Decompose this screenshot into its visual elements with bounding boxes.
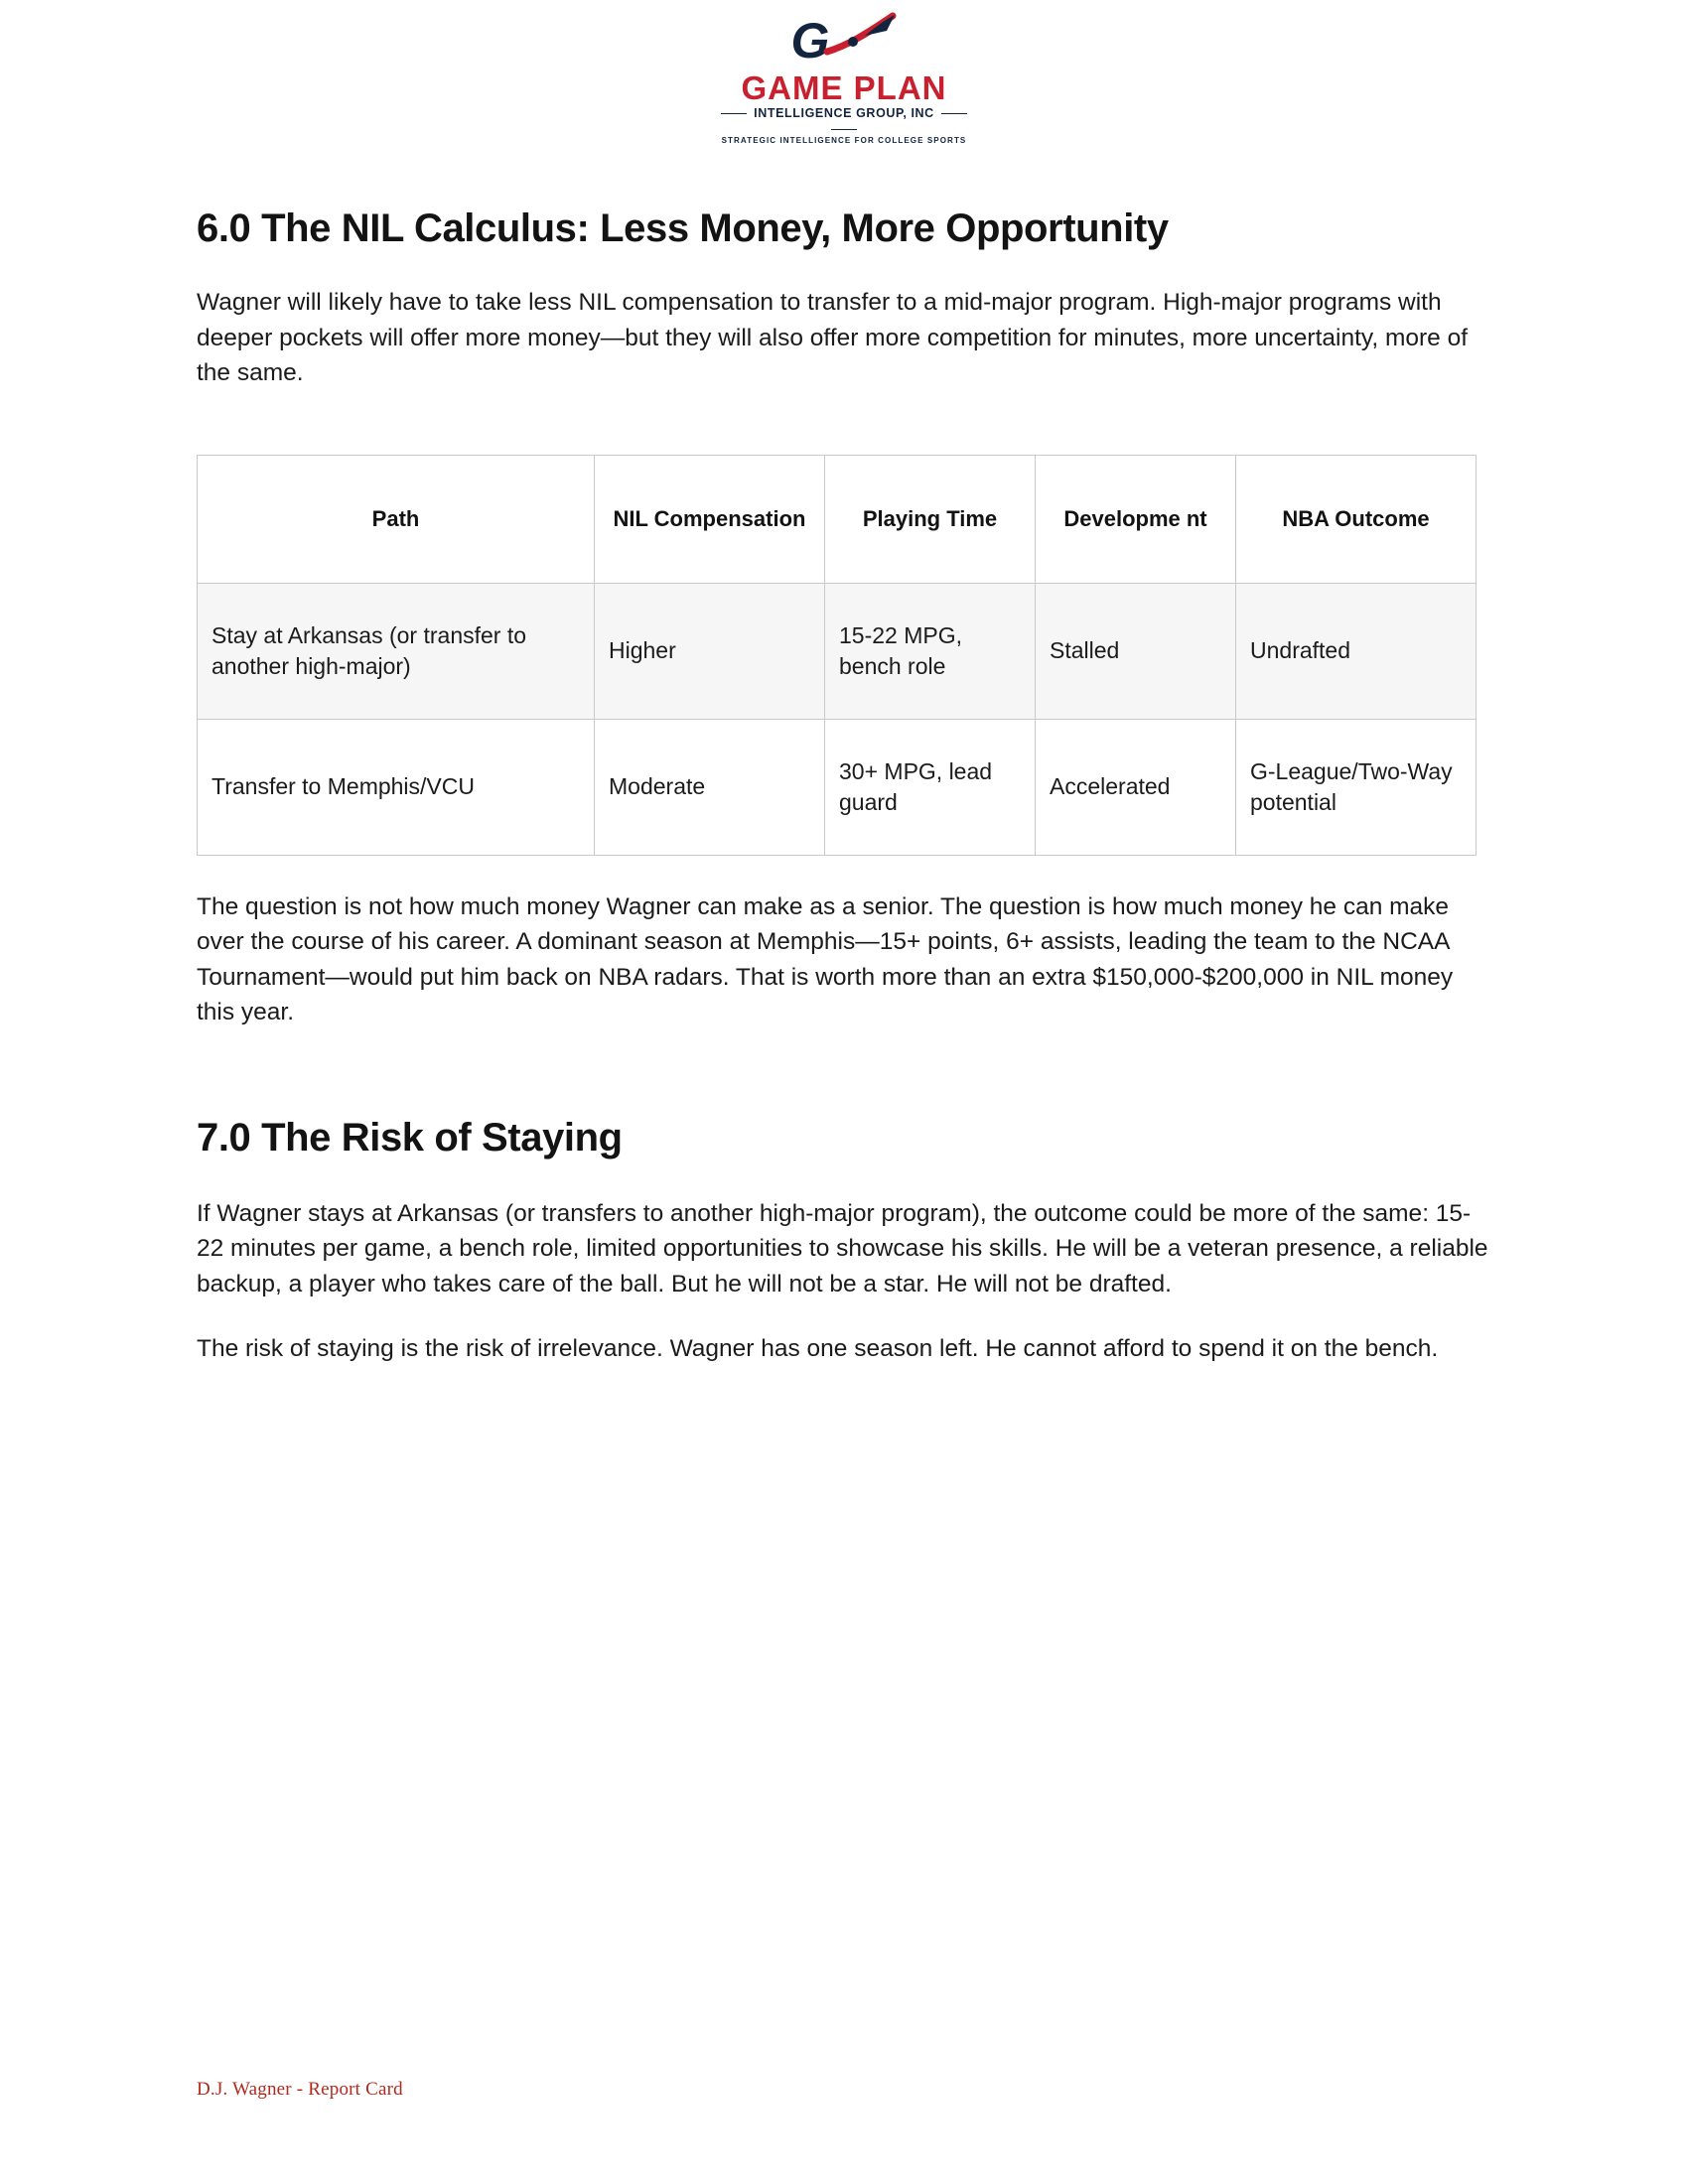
cell-nba-outcome: G-League/Two-Way potential bbox=[1236, 719, 1477, 855]
page-footer: D.J. Wagner - Report Card bbox=[197, 2079, 403, 2100]
brand-logo bbox=[680, 14, 1008, 145]
table-header bbox=[198, 455, 1477, 583]
rocket-swoosh-icon bbox=[823, 12, 897, 60]
section-6-closing-paragraph: The question is not how much money Wagner can make as a senior. The question is how much money he can make over the course of his career. A dominant season at Memphis—15+ points, 6+ assists, leading the team to the NCAA Tournament—would put him back on NBA radars. That is worth more than an extra $150,000-$200,000 in NIL money this year. bbox=[197, 892, 1454, 1026]
logo-mark bbox=[680, 14, 1008, 66]
logo-divider bbox=[831, 129, 857, 131]
column-header-nil-compensation: NIL Compensation bbox=[595, 455, 825, 583]
section-6-heading: 6.0 The NIL Calculus: Less Money, More Opportunity bbox=[197, 206, 1169, 250]
cell-nba-outcome: Undrafted bbox=[1236, 583, 1477, 719]
nil-comparison-table bbox=[197, 455, 1477, 856]
cell-path: Stay at Arkansas (or transfer to another high-major) bbox=[198, 583, 595, 719]
logo-subtitle bbox=[680, 107, 1008, 120]
section-7-paragraph-2: The risk of staying is the risk of irrelevance. Wagner has one season left. He cannot afford to spend it on the bench. bbox=[197, 1335, 1439, 1363]
section-6-intro-paragraph: Wagner will likely have to take less NIL compensation to transfer to a mid-major program. High-major programs with deeper pockets will offer more money—but they will also offer more competition for minutes, more uncertainty, more of the same. bbox=[197, 289, 1469, 387]
section-7-paragraph-1: If Wagner stays at Arkansas (or transfers to another high-major program), the outcome could be more of the same: 15-22 minutes per game, a bench role, limited opportunities to showcase his skills. He will be a veteran presence, a reliable backup, a player who takes care of the ball. But he will not be a star. He will not be drafted. bbox=[197, 1199, 1488, 1297]
column-header-development: Developme nt bbox=[1036, 455, 1236, 583]
cell-playing-time: 30+ MPG, lead guard bbox=[825, 719, 1036, 855]
section-7-heading: 7.0 The Risk of Staying bbox=[197, 1115, 623, 1160]
column-header-path: Path bbox=[198, 455, 595, 583]
logo-title: GAME PLAN bbox=[741, 69, 947, 106]
table-body bbox=[198, 583, 1477, 855]
table-header-row bbox=[198, 455, 1477, 583]
cell-nil: Higher bbox=[595, 583, 825, 719]
column-header-playing-time: Playing Time bbox=[825, 455, 1036, 583]
logo-letter-g: G bbox=[790, 13, 828, 68]
cell-development: Accelerated bbox=[1036, 719, 1236, 855]
table-row bbox=[198, 583, 1477, 719]
cell-path: Transfer to Memphis/VCU bbox=[198, 719, 595, 855]
brand-logo-block bbox=[197, 0, 1491, 145]
cell-nil: Moderate bbox=[595, 719, 825, 855]
table-row bbox=[198, 719, 1477, 855]
cell-playing-time: 15-22 MPG, bench role bbox=[825, 583, 1036, 719]
logo-tagline: STRATEGIC INTELLIGENCE FOR COLLEGE SPORTS bbox=[721, 136, 967, 145]
column-header-nba-outcome: NBA Outcome bbox=[1236, 455, 1477, 583]
cell-development: Stalled bbox=[1036, 583, 1236, 719]
logo-subtitle-text: INTELLIGENCE GROUP, INC bbox=[754, 106, 934, 120]
